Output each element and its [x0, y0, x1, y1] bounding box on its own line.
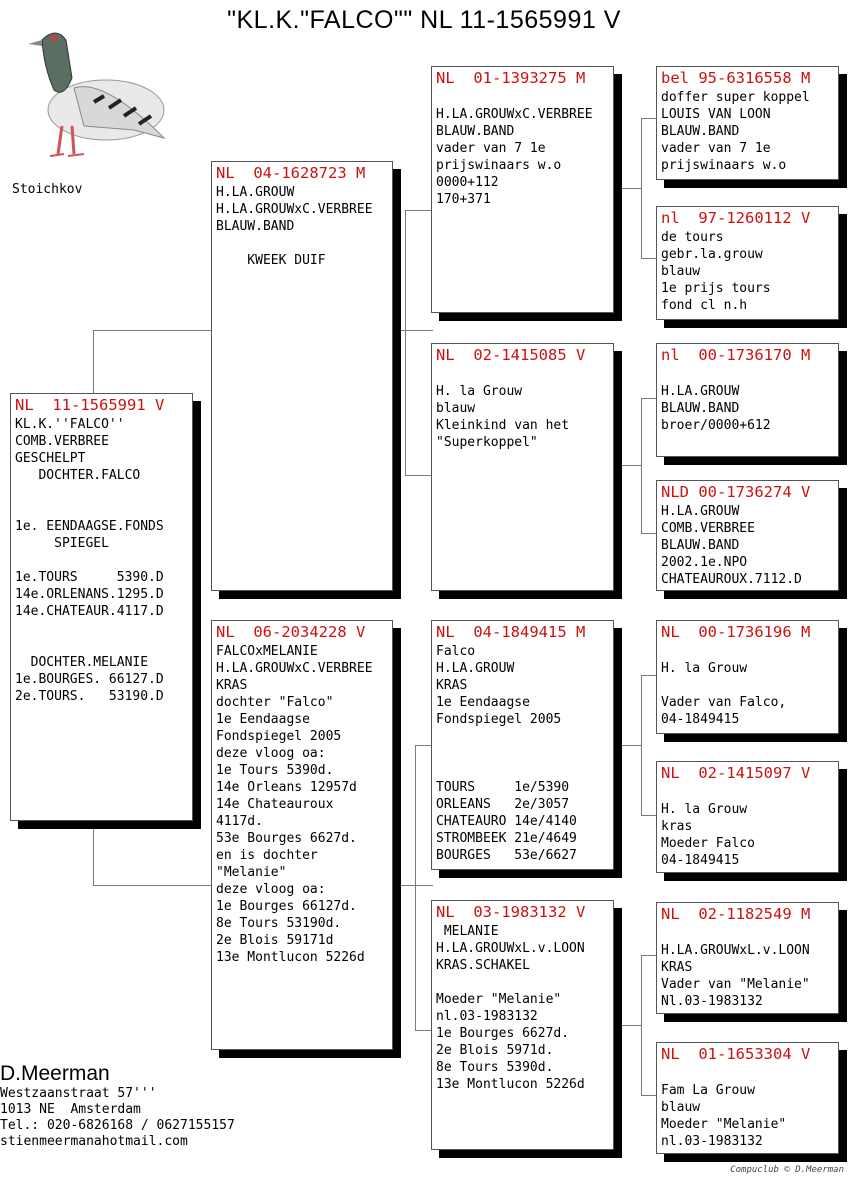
- pigeon-details: [657, 364, 838, 434]
- detail-line: GESCHELPT: [15, 451, 86, 466]
- ring-number: NL 01-1393275 M: [436, 69, 586, 87]
- detail-line: BLAUW.BAND: [661, 538, 740, 553]
- owner-email[interactable]: stienmeermanahotmail.com: [0, 1134, 188, 1149]
- connector: [641, 675, 657, 676]
- connector: [641, 118, 657, 119]
- detail-line: KRAS: [661, 960, 693, 975]
- pigeon-details: [657, 1063, 838, 1150]
- connector: [641, 398, 642, 533]
- detail-line: BOURGES 53e/6627: [436, 848, 577, 863]
- detail-line: Vader van Falco,: [661, 695, 787, 710]
- detail-line: vader van 7 1e: [436, 141, 546, 156]
- connector: [93, 330, 94, 395]
- detail-line: BLAUW.BAND: [661, 124, 740, 139]
- detail-line: 14e.ORLENANS.1295.D: [15, 587, 164, 602]
- owner-address: Westzaanstraat 57''': [0, 1086, 157, 1101]
- detail-line: vader van 7 1e: [661, 141, 771, 156]
- ring-number: NL 06-2034228 V: [216, 623, 366, 641]
- detail-line: 14e.CHATEAUR.4117.D: [15, 604, 164, 619]
- detail-line: ORLEANS 2e/3057: [436, 797, 570, 812]
- detail-line: 13e Montlucon 5226d: [436, 1077, 585, 1092]
- pigeon-details: [657, 923, 838, 1010]
- pigeon-details: [657, 641, 838, 728]
- maternal-grandfather-card[interactable]: [431, 620, 614, 870]
- detail-line: [661, 643, 838, 660]
- ring-number: bel 95-6316558 M: [661, 69, 811, 87]
- detail-line: nl.03-1983132: [436, 1009, 538, 1024]
- detail-line: [436, 89, 613, 106]
- connector: [641, 1095, 657, 1096]
- detail-line: 1e Tours 5390d.: [216, 763, 334, 778]
- detail-line: COMB.VERBREE: [15, 434, 109, 449]
- connector: [405, 210, 406, 475]
- detail-line: kras: [661, 819, 693, 834]
- ring-number: nl 00-1736170 M: [661, 346, 811, 364]
- detail-line: BLAUW.BAND: [436, 124, 515, 139]
- great-grandparent-card-3[interactable]: [656, 343, 839, 457]
- detail-line: doffer super koppel: [661, 90, 810, 105]
- detail-line: 1e Bourges 6627d.: [436, 1026, 570, 1041]
- detail-line: MELANIE: [436, 924, 499, 939]
- detail-line: 1e Eendaagse: [216, 712, 310, 727]
- bird-photo-label: Stoichkov: [12, 182, 83, 197]
- great-grandparent-card-4[interactable]: [656, 480, 839, 591]
- detail-line: Fondspiegel 2005: [436, 712, 562, 727]
- page-title: "KL.K."FALCO"" NL 11-1565991 V: [227, 6, 621, 34]
- detail-line: BLAUW.BAND: [216, 219, 295, 234]
- ring-number: NL 02-1415085 V: [436, 346, 586, 364]
- pigeon-details: [432, 364, 613, 451]
- paternal-grandfather-card[interactable]: [431, 66, 614, 313]
- detail-line: 1e.TOURS 5390.D: [15, 570, 164, 585]
- ring-number: NL 02-1415097 V: [661, 764, 811, 782]
- connector: [641, 955, 657, 956]
- detail-line: H.LA.GROUWxL.v.LOON: [436, 941, 585, 956]
- detail-line: [661, 1065, 838, 1082]
- detail-line: blauw: [661, 264, 701, 279]
- detail-line: 2e Blois 5971d.: [436, 1043, 554, 1058]
- ring-number: NL 01-1653304 V: [661, 1045, 811, 1063]
- detail-line: H.LA.GROUWxC.VERBREE: [216, 202, 373, 217]
- detail-line: [661, 677, 838, 694]
- detail-line: 1e Bourges 66127d.: [216, 899, 357, 914]
- detail-line: en is dochter: [216, 848, 318, 863]
- connector: [641, 815, 657, 816]
- ring-number: NL 00-1736196 M: [661, 623, 811, 641]
- detail-line: [661, 925, 838, 942]
- detail-line: 13e Montlucon 5226d: [216, 950, 365, 965]
- detail-line: 14e Chateauroux: [216, 797, 334, 812]
- detail-line: Fam La Grouw: [661, 1083, 755, 1098]
- detail-line: COMB.VERBREE: [661, 521, 755, 536]
- detail-line: BLAUW.BAND: [661, 401, 740, 416]
- connector: [401, 885, 433, 886]
- ring-number: NL 11-1565991 V: [15, 396, 165, 414]
- pigeon-details: [11, 414, 192, 705]
- pigeon-details: [212, 641, 392, 966]
- detail-line: CHATEAURO 14e/4140: [436, 814, 577, 829]
- detail-line: de tours: [661, 230, 724, 245]
- connector: [405, 210, 433, 211]
- detail-line: [15, 552, 192, 569]
- detail-line: CHATEAUROUX.7112.D: [661, 572, 802, 587]
- great-grandparent-card-7[interactable]: [656, 902, 839, 1014]
- detail-line: prijswinaars w.o: [436, 158, 562, 173]
- detail-line: [216, 235, 392, 252]
- detail-line: 04-1849415: [661, 712, 740, 727]
- connector: [641, 398, 657, 399]
- detail-line: gebr.la.grouw: [661, 247, 763, 262]
- ring-number: NL 04-1628723 M: [216, 164, 366, 182]
- detail-line: H. la Grouw: [661, 661, 748, 676]
- detail-line: [15, 637, 192, 654]
- mother-card[interactable]: [211, 620, 393, 1050]
- detail-line: Moeder "Melanie": [436, 992, 562, 1007]
- footer-credit: Compuclub © D.Meerman: [730, 1165, 844, 1175]
- detail-line: nl.03-1983132: [661, 1134, 763, 1149]
- detail-line: KRAS.SCHAKEL: [436, 958, 530, 973]
- owner-contact: [0, 1062, 235, 1150]
- detail-line: deze vloog oa:: [216, 746, 326, 761]
- pigeon-details: [657, 501, 838, 588]
- detail-line: [436, 762, 613, 779]
- detail-line: Moeder Falco: [661, 836, 755, 851]
- detail-line: H. la Grouw: [661, 802, 748, 817]
- detail-line: 04-1849415: [661, 853, 740, 868]
- detail-line: Nl.03-1983132: [661, 994, 763, 1009]
- detail-line: H.LA.GROUW: [661, 504, 740, 519]
- connector: [622, 745, 641, 746]
- detail-line: 4117d.: [216, 814, 263, 829]
- detail-line: TOURS 1e/5390: [436, 780, 570, 795]
- pigeon-details: [657, 782, 838, 869]
- pigeon-details: [432, 921, 613, 1093]
- detail-line: H.LA.GROUWxL.v.LOON: [661, 943, 810, 958]
- connector: [641, 533, 657, 534]
- detail-line: KRAS: [436, 678, 468, 693]
- detail-line: 1e Eendaagse: [436, 695, 530, 710]
- detail-line: fond cl n.h: [661, 298, 748, 313]
- connector: [641, 258, 657, 259]
- connector: [622, 1025, 641, 1026]
- detail-line: 8e Tours 53190d.: [216, 916, 342, 931]
- pigeon-details: [432, 87, 613, 208]
- connector: [641, 955, 642, 1095]
- detail-line: deze vloog oa:: [216, 882, 326, 897]
- great-grandparent-card-5[interactable]: [656, 620, 839, 734]
- ring-number: nl 97-1260112 V: [661, 209, 811, 227]
- detail-line: [15, 620, 192, 637]
- owner-phone: Tel.: 020-6826168 / 0627155157: [0, 1118, 235, 1133]
- detail-line: 2e Blois 59171d: [216, 933, 334, 948]
- great-grandparent-card-2[interactable]: [656, 206, 839, 320]
- detail-line: 1e. EENDAAGSE.FONDS: [15, 519, 164, 534]
- ring-number: NL 02-1182549 M: [661, 905, 811, 923]
- detail-line: [436, 974, 613, 991]
- detail-line: prijswinaars w.o: [661, 158, 787, 173]
- detail-line: H.LA.GROUWxC.VERBREE: [216, 661, 373, 676]
- detail-line: DOCHTER.FALCO: [15, 468, 141, 483]
- detail-line: Falco: [436, 644, 476, 659]
- detail-line: Moeder "Melanie": [661, 1117, 787, 1132]
- detail-line: [661, 784, 838, 801]
- detail-line: [661, 366, 838, 383]
- detail-line: STROMBEEK 21e/4649: [436, 831, 577, 846]
- detail-line: 2e.TOURS. 53190.D: [15, 689, 164, 704]
- detail-line: KWEEK DUIF: [216, 253, 326, 268]
- detail-line: H.LA.GROUW: [661, 384, 740, 399]
- detail-line: LOUIS VAN LOON: [661, 107, 771, 122]
- pigeon-photo: [14, 18, 174, 170]
- detail-line: 8e Tours 5390d.: [436, 1060, 554, 1075]
- pigeon-details: [657, 87, 838, 174]
- great-grandparent-card-1[interactable]: [656, 66, 839, 180]
- detail-line: H.LA.GROUWxC.VERBREE: [436, 107, 593, 122]
- detail-line: blauw: [436, 401, 476, 416]
- detail-line: dochter "Falco": [216, 695, 334, 710]
- detail-line: [15, 484, 192, 501]
- detail-line: 14e Orleans 12957d: [216, 780, 357, 795]
- detail-line: "Melanie": [216, 865, 287, 880]
- owner-name: D.Meerman: [0, 1062, 110, 1085]
- detail-line: 2002.1e.NPO: [661, 555, 748, 570]
- pigeon-details: [212, 182, 392, 269]
- detail-line: KRAS: [216, 678, 248, 693]
- detail-line: 1e prijs tours: [661, 281, 771, 296]
- detail-line: [436, 745, 613, 762]
- detail-line: [15, 501, 192, 518]
- connector: [93, 885, 213, 886]
- detail-line: [436, 366, 613, 383]
- connector: [641, 675, 642, 815]
- detail-line: DOCHTER.MELANIE: [15, 655, 149, 670]
- pigeon-details: [657, 227, 838, 314]
- detail-line: 170+371: [436, 192, 491, 207]
- detail-line: Fondspiegel 2005: [216, 729, 342, 744]
- father-card[interactable]: [211, 161, 393, 591]
- pigeon-details: [432, 641, 613, 864]
- detail-line: SPIEGEL: [15, 536, 109, 551]
- connector: [93, 330, 213, 331]
- owner-city: 1013 NE Amsterdam: [0, 1102, 141, 1117]
- ring-number: NL 03-1983132 V: [436, 903, 586, 921]
- connector: [93, 820, 94, 885]
- maternal-grandmother-card[interactable]: [431, 900, 614, 1150]
- subject-pigeon-card[interactable]: [10, 393, 193, 821]
- detail-line: "Superkoppel": [436, 435, 538, 450]
- great-grandparent-card-8[interactable]: [656, 1042, 839, 1154]
- detail-line: broer/0000+612: [661, 418, 771, 433]
- detail-line: Kleinkind van het: [436, 418, 570, 433]
- detail-line: 1e.BOURGES. 66127.D: [15, 672, 164, 687]
- paternal-grandmother-card[interactable]: [431, 343, 614, 591]
- connector: [622, 465, 641, 466]
- connector: [415, 745, 416, 1030]
- detail-line: H.LA.GROUW: [436, 661, 515, 676]
- connector: [405, 475, 433, 476]
- connector: [401, 330, 433, 331]
- ring-number: NL 04-1849415 M: [436, 623, 586, 641]
- detail-line: KL.K.''FALCO'': [15, 417, 125, 432]
- connector: [641, 118, 642, 258]
- ring-number: NLD 00-1736274 V: [661, 483, 811, 501]
- detail-line: blauw: [661, 1100, 701, 1115]
- detail-line: H. la Grouw: [436, 384, 523, 399]
- detail-line: FALCOxMELANIE: [216, 644, 318, 659]
- detail-line: H.LA.GROUW: [216, 185, 295, 200]
- detail-line: Vader van "Melanie": [661, 977, 810, 992]
- detail-line: 0000+112: [436, 175, 499, 190]
- great-grandparent-card-6[interactable]: [656, 761, 839, 873]
- detail-line: 53e Bourges 6627d.: [216, 831, 357, 846]
- detail-line: [436, 728, 613, 745]
- connector: [622, 188, 641, 189]
